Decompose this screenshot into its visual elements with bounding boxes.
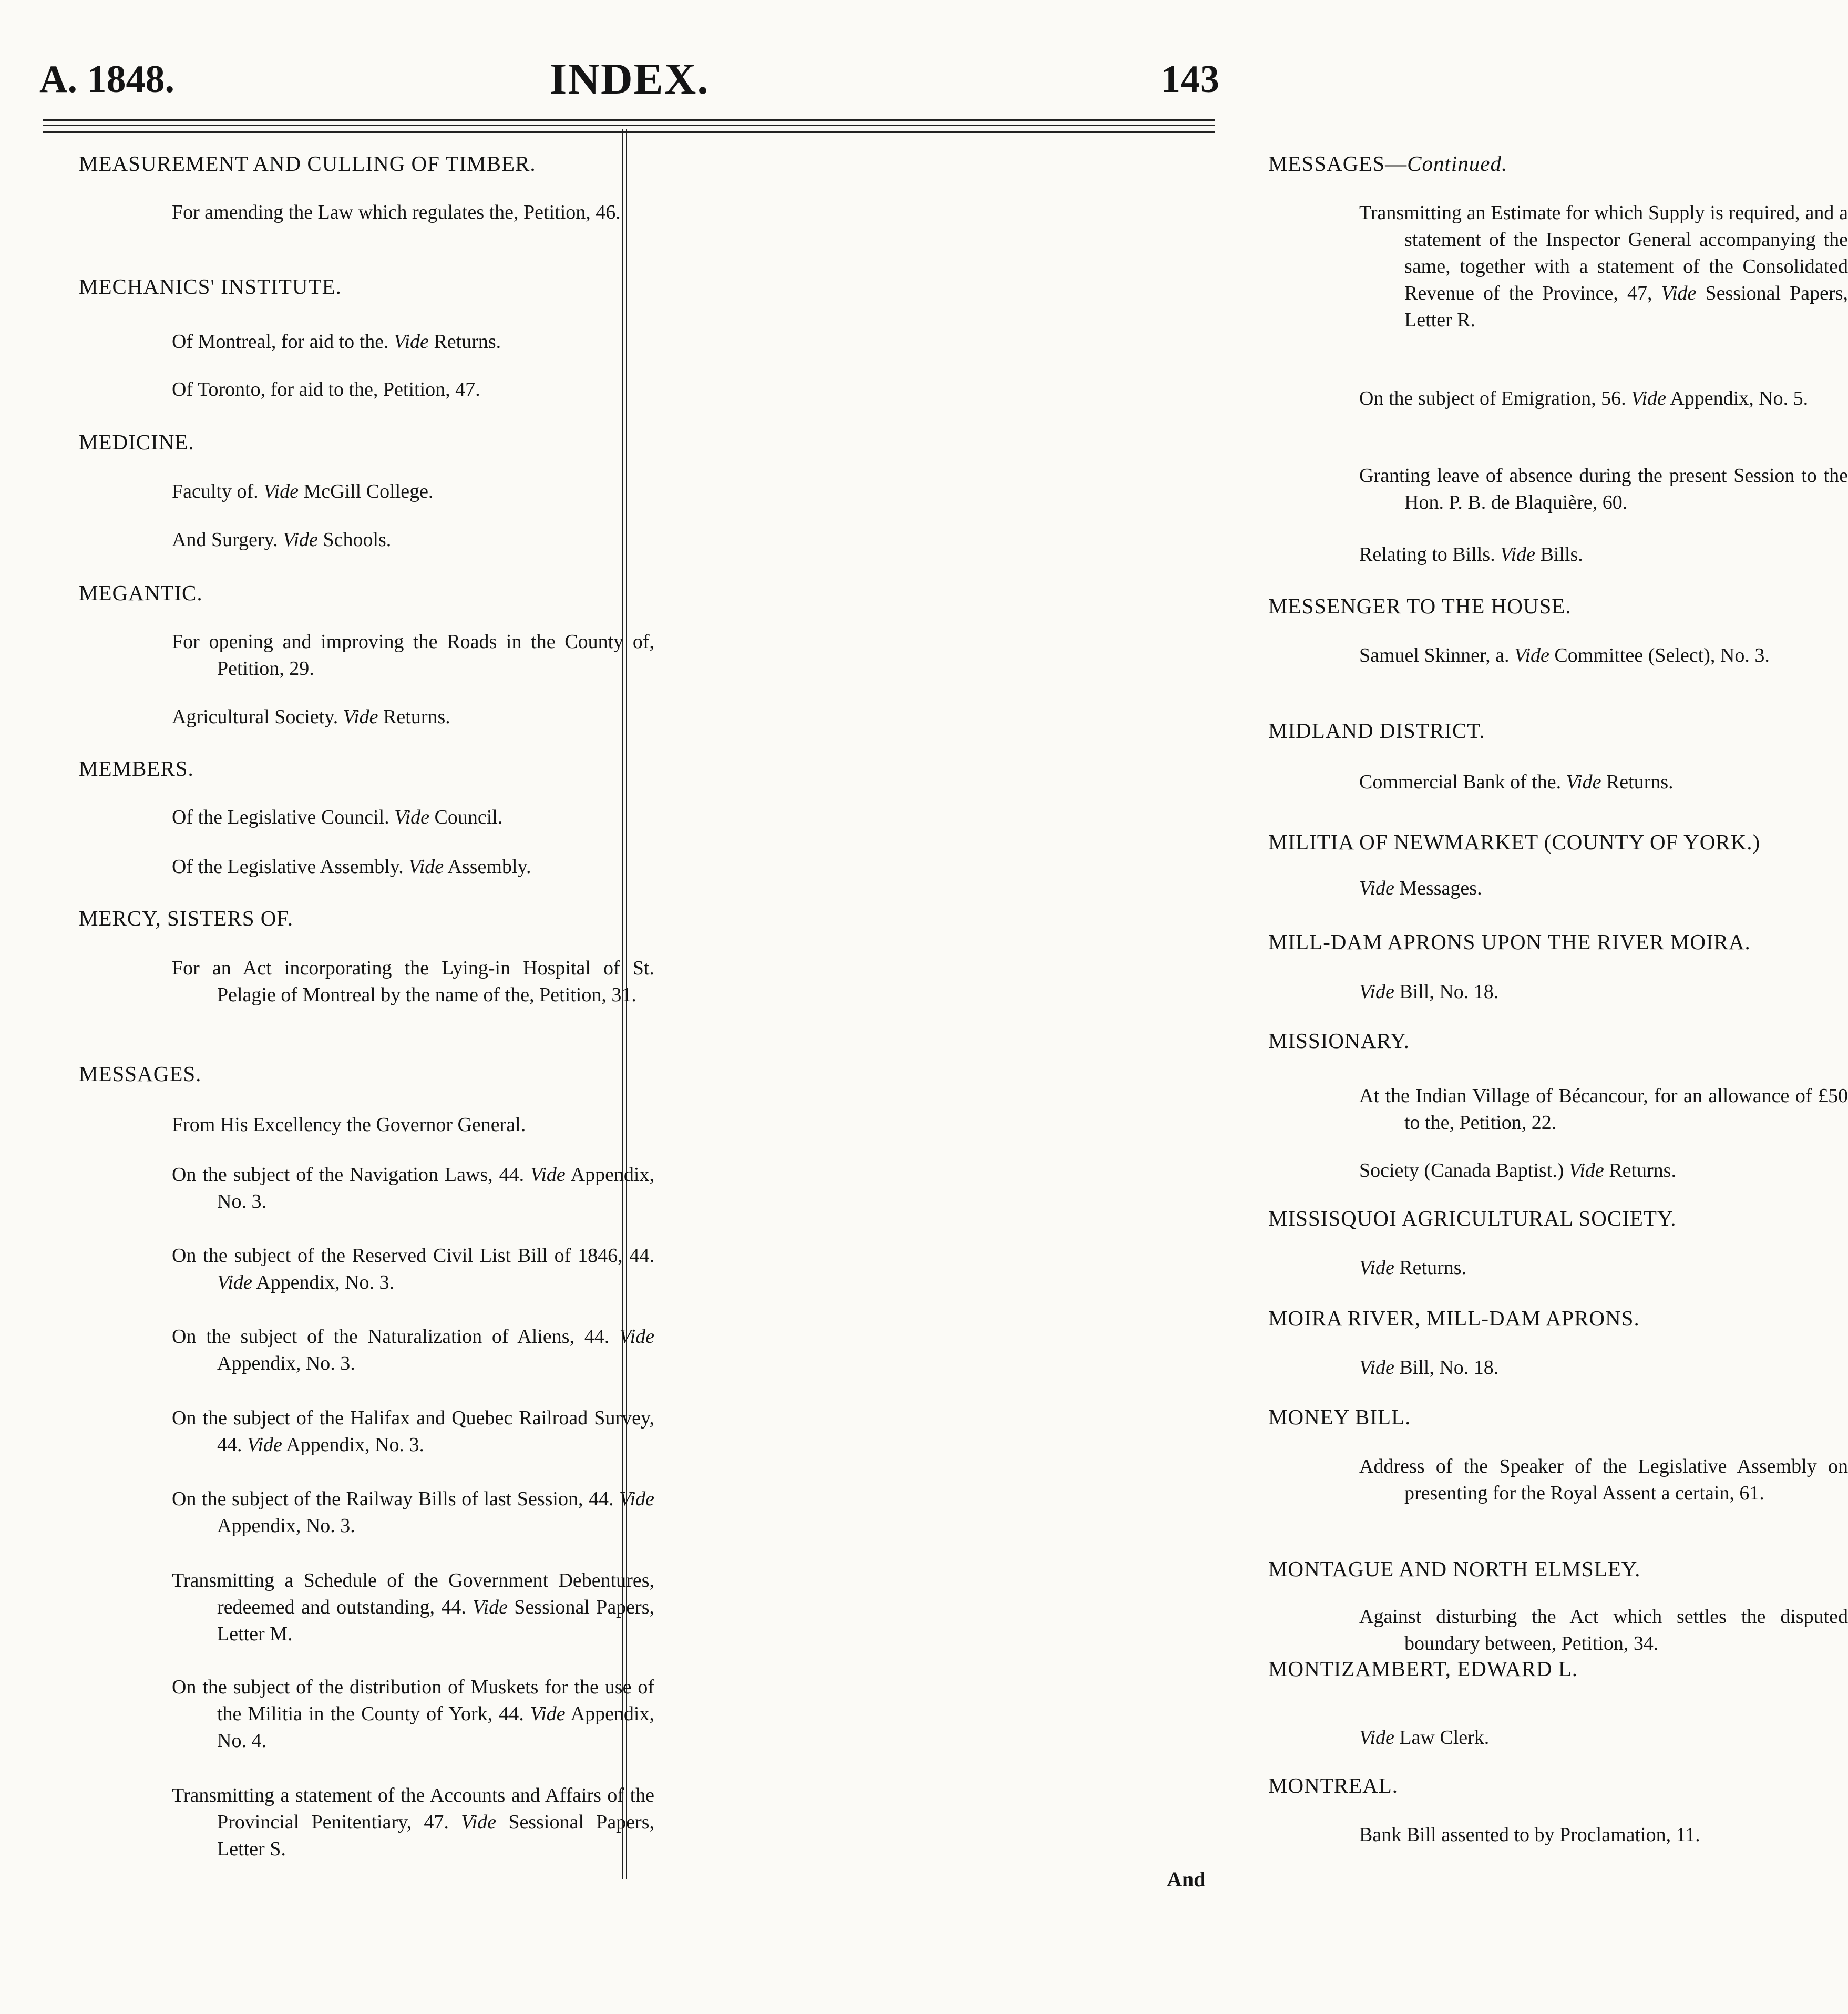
index-entry: Vide Returns. [1359, 1257, 1467, 1279]
header-rule-bottom [43, 131, 1215, 133]
index-entry: At the Indian Village of Bécancour, for an allowance of £50 to the, Petition, 22. [1359, 1085, 1848, 1134]
index-entry: Vide Law Clerk. [1359, 1727, 1490, 1749]
index-entry: On the subject of the Halifax and Quebec Railroad Survey, 44. Vide Appendix, No. 3. [172, 1407, 654, 1456]
index-entry: Vide Messages. [1359, 877, 1482, 899]
index-entry: For opening and improving the Roads in the County of, Petition, 29. [172, 631, 654, 680]
index-entry: Agricultural Society. Vide Returns. [172, 706, 450, 728]
index-entry: On the subject of the distribution of Muskets for the use of the Militia in the County of York, 44. Vide Appendix, No. 4. [172, 1676, 654, 1752]
index-heading: MISSISQUOI AGRICULTURAL SOCIETY. [1268, 1206, 1677, 1230]
index-entry: Of Montreal, for aid to the. Vide Returns. [172, 331, 501, 353]
index-entry: Address of the Speaker of the Legislative Assembly on presenting for the Royal Assent a certain, 61. [1359, 1455, 1848, 1504]
index-entry: On the subject of the Railway Bills of last Session, 44. Vide Appendix, No. 3. [172, 1488, 654, 1537]
index-entry: On the subject of the Naturalization of Aliens, 44. Vide Appendix, No. 3. [172, 1325, 654, 1374]
index-entry: Of the Legislative Council. Vide Council. [172, 806, 503, 828]
index-entry: Against disturbing the Act which settles the disputed boundary between, Petition, 34. [1359, 1606, 1848, 1655]
index-entry: Transmitting a statement of the Accounts and Affairs of the Provincial Penitentiary, 47. Vide Sessional Papers, Letter S. [172, 1784, 654, 1860]
index-heading: MONTAGUE AND NORTH ELMSLEY. [1268, 1557, 1641, 1581]
index-heading: MECHANICS' INSTITUTE. [79, 274, 342, 299]
index-heading: MONEY BILL. [1268, 1405, 1411, 1429]
header-title: INDEX. [549, 55, 710, 104]
index-heading: MONTREAL. [1268, 1773, 1399, 1797]
index-entry: For an Act incorporating the Lying-in Hospital of St. Pelagie of Montreal by the name of the, Petition, 31. [172, 957, 654, 1006]
index-entry: On the subject of Emigration, 56. Vide Appendix, No. 5. [1359, 387, 1809, 409]
index-entry: Of the Legislative Assembly. Vide Assembly. [172, 856, 531, 878]
index-heading: MESSENGER TO THE HOUSE. [1268, 594, 1572, 618]
index-heading: MEASUREMENT AND CULLING OF TIMBER. [79, 151, 536, 176]
index-heading: MOIRA RIVER, MILL-DAM APRONS. [1268, 1306, 1640, 1330]
index-entry: Transmitting a Schedule of the Government Debentures, redeemed and outstanding, 44. Vide Sessional Papers, Letter M. [172, 1569, 654, 1645]
index-heading: MEGANTIC. [79, 581, 203, 605]
index-entry: Bank Bill assented to by Proclamation, 11. [1359, 1824, 1700, 1846]
index-heading: MERCY, SISTERS OF. [79, 906, 294, 930]
index-entry: On the subject of the Navigation Laws, 44. Vide Appendix, No. 3. [172, 1164, 654, 1212]
index-entry: Vide Bill, No. 18. [1359, 981, 1499, 1003]
index-heading: MILITIA OF NEWMARKET (COUNTY OF YORK.) [1268, 830, 1761, 854]
page-header [39, 50, 1219, 108]
header-year: A. 1848. [39, 58, 174, 101]
index-entry: Vide Bill, No. 18. [1359, 1357, 1499, 1379]
index-heading: MESSAGES. [79, 1062, 202, 1086]
header-rule-thick [43, 119, 1215, 121]
header-rule-thin [43, 125, 1215, 126]
catchword: And [1167, 1867, 1206, 1891]
index-entry: Samuel Skinner, a. Vide Committee (Select), No. 3. [1359, 644, 1770, 666]
index-heading: MEDICINE. [79, 430, 194, 454]
index-entry: Relating to Bills. Vide Bills. [1359, 543, 1583, 566]
index-entry: Transmitting an Estimate for which Supply is required, and a statement of the Inspector General accompanying the same, together with a statement of the Consolidated Revenue of the Province, 47, Vide Sessional Papers, Letter R. [1359, 202, 1848, 331]
index-heading: MEMBERS. [79, 756, 194, 780]
index-entry: Granting leave of absence during the present Session to the Hon. P. B. de Blaquière, 60. [1359, 465, 1848, 513]
index-entry: Of Toronto, for aid to the, Petition, 47. [172, 378, 480, 400]
index-entry: Faculty of. Vide McGill College. [172, 480, 434, 502]
index-heading: MONTIZAMBERT, EDWARD L. [1268, 1657, 1578, 1681]
header-page-number: 143 [1161, 58, 1219, 101]
index-entry: Society (Canada Baptist.) Vide Returns. [1359, 1159, 1676, 1181]
index-entry: On the subject of the Reserved Civil List Bill of 1846, 44. Vide Appendix, No. 3. [172, 1245, 654, 1293]
index-entry: From His Excellency the Governor General. [172, 1114, 526, 1136]
index-entry: Commercial Bank of the. Vide Returns. [1359, 771, 1674, 793]
index-entry: And Surgery. Vide Schools. [172, 529, 392, 551]
index-heading: MISSIONARY. [1268, 1029, 1410, 1053]
index-heading: MIDLAND DISTRICT. [1268, 718, 1485, 743]
index-heading: MILL-DAM APRONS UPON THE RIVER MOIRA. [1268, 930, 1751, 954]
index-heading: MESSAGES—Continued. [1268, 151, 1508, 176]
index-entry: For amending the Law which regulates the, Petition, 46. [172, 201, 621, 223]
